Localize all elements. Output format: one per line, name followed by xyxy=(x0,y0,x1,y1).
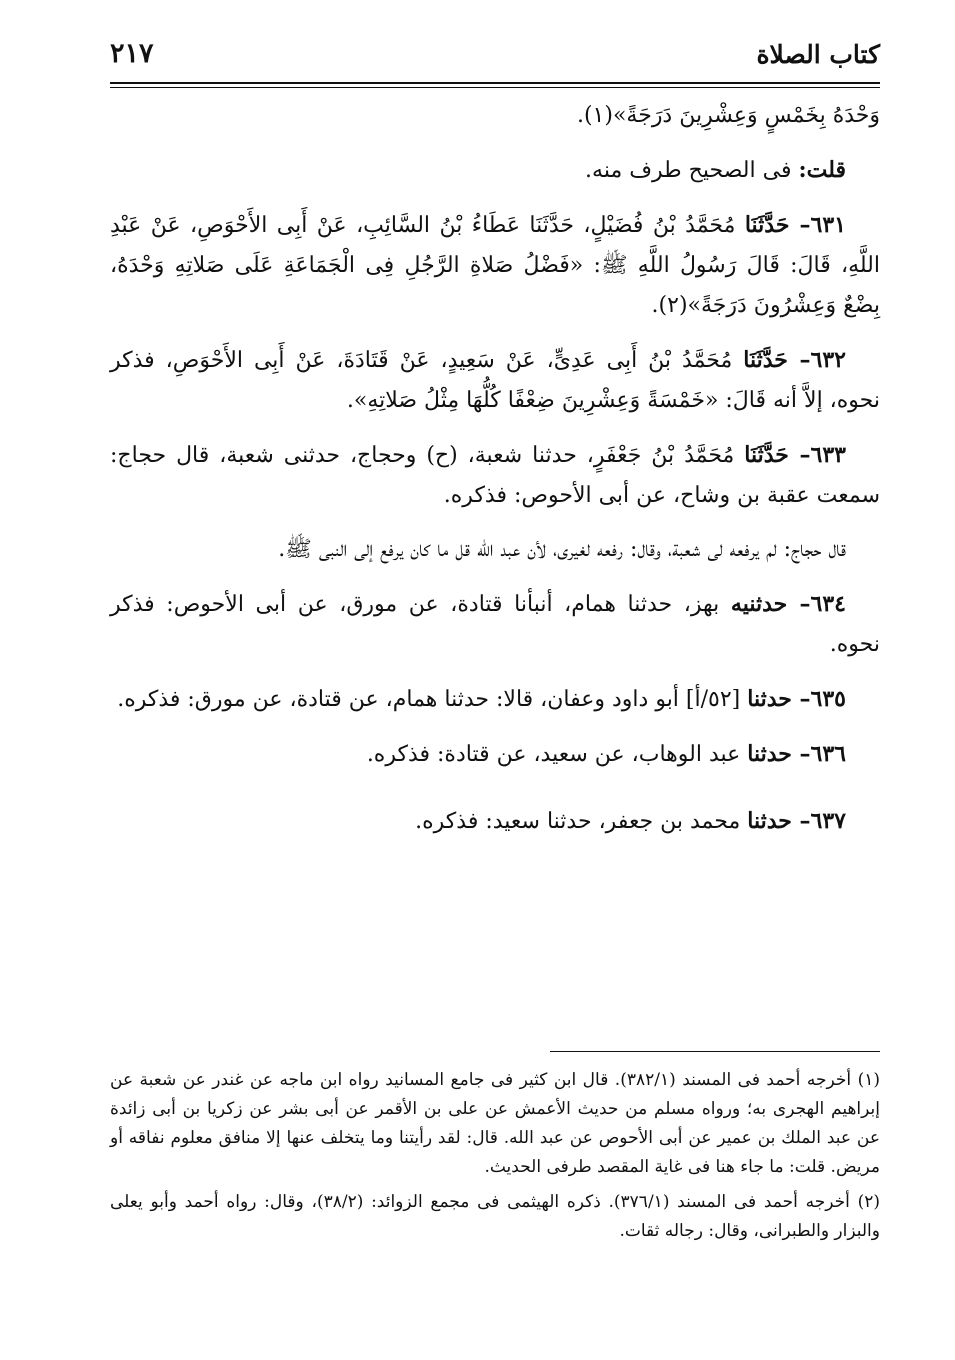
paragraph-text: مُحَمَّدُ بْنُ أَبِى عَدِىٍّ، عَنْ سَعِيدٍ، عَنْ قَتَادَةَ، عَنْ أَبِى الأَحْوَصِ، فذكر نحوه، إلاَّ أنه قَالَ: «خَمْسَةً وَعِشْرِينَ ضِعْفًا كُلُّهَا مِثْلُ صَلاتِهِ». xyxy=(110,348,880,413)
paragraph-continuation xyxy=(110,96,880,136)
hadith-number: ٦٣١– حَدَّثَنَا xyxy=(744,212,846,238)
paragraph-comment xyxy=(110,530,880,570)
running-title: كتاب الصلاة xyxy=(756,40,880,69)
paragraph-text: محمد بن جعفر، حدثنا سعيد: فذكره. xyxy=(415,809,741,834)
paragraph-text: وَحْدَهُ بِخَمْسٍ وَعِشْرِينَ دَرَجَةً»(١). xyxy=(576,103,880,128)
footnote-text: أخرجه أحمد فى المسند (٣٨٢/١). قال ابن كثير فى جامع المسانيد رواه ابن ماجه عن غندر عن شعبة عن إبراهيم الهجرى به؛ ورواه مسلم من حديث الأعمش عن على بن الأقمر عن أبى بشر عن زكريا بن أبى زائدة عن عبد الملك بن عمير عن أبى الأحوص عن عبد الله. قال: لقد رأيتنا وما يتخلف عنها إلا منافق معلوم نفاقه أو مريض. قلت: ما جاء هنا فى غاية المقصد طرفى الحديث. xyxy=(110,1070,880,1177)
hadith-632 xyxy=(110,340,880,421)
paragraph-text: [٥٢/أ] أبو داود وعفان، قالا: حدثنا همام، عن قتادة، عن مورق: فذكره. xyxy=(117,687,741,712)
footnote-text: أخرجه أحمد فى المسند (٣٧٦/١). ذكره الهيثمى فى مجمع الزوائد: (٣٨/٢)، وقال: رواه أحمد وأبو يعلى والبزار والطبرانى، وقال: رجاله ثقات. xyxy=(110,1192,880,1241)
header-rule-thick xyxy=(110,82,880,84)
paragraph-note xyxy=(110,150,880,191)
hadith-634 xyxy=(110,584,880,665)
hadith-number: ٦٣٤– حدثنيه xyxy=(730,591,846,617)
hadith-number: ٦٣٦– حدثنا xyxy=(747,741,846,767)
hadith-631 xyxy=(110,205,880,326)
hadith-633 xyxy=(110,435,880,516)
hadith-number: ٦٣٧– حدثنا xyxy=(747,808,846,834)
footnote-1 xyxy=(110,1066,880,1182)
main-text xyxy=(110,96,880,856)
hadith-635 xyxy=(110,679,880,720)
page-header xyxy=(110,30,880,82)
paragraph-text: مُحَمَّدُ بْنُ فُضَيْلٍ، حَدَّثَنَا عَطَاءُ بْنُ السَّائِبِ، عَنْ أَبِى الأَحْوَصِ، عَنْ عَبْدِ اللَّهِ، قَالَ: قَالَ رَسُولُ اللَّهِ ﷺ: «فَضْلُ صَلاةِ الرَّجُلِ فِى الْجَمَاعَةِ عَلَى صَلاتِهِ وَحْدَهُ، بِضْعٌ وَعِشْرُونَ دَرَجَةً»(٢). xyxy=(110,213,880,318)
paragraph-text: مُحَمَّدُ بْنُ جَعْفَرٍ، حدثنا شعبة، (ح) وحجاج، حدثنى شعبة، قال حجاج: سمعت عقبة بن وشاح، عن أبى الأحوص: فذكره. xyxy=(110,443,880,508)
header-rule-thin xyxy=(110,87,880,88)
footnote-mark: (٢) xyxy=(857,1192,880,1212)
note-lead: قلت: xyxy=(798,157,846,183)
footnote-2 xyxy=(110,1188,880,1246)
hadith-number: ٦٣٣– حَدَّثَنَا xyxy=(744,442,846,468)
hadith-637 xyxy=(110,801,880,842)
page-number: ٢١٧ xyxy=(110,38,154,69)
paragraph-text: فى الصحيح طرف منه. xyxy=(585,158,792,183)
footnote-separator xyxy=(550,1051,880,1052)
hadith-number: ٦٣٢– حَدَّثَنَا xyxy=(743,347,846,373)
footnotes xyxy=(110,1066,880,1252)
paragraph-text: بهز، حدثنا همام، أنبأنا قتادة، عن مورق، عن أبى الأحوص: فذكر نحوه. xyxy=(110,592,880,657)
footnote-mark: (١) xyxy=(857,1070,881,1090)
paragraph-text: قال حجاج: لم يرفعه لى شعبة، وقال: رفعه لغيرى، لأن عبد الله قل ما كان يرفع إلى النبى ﷺ. xyxy=(278,537,846,562)
hadith-number: ٦٣٥– حدثنا xyxy=(747,686,846,712)
page xyxy=(110,30,880,1340)
paragraph-text: عبد الوهاب، عن سعيد، عن قتادة: فذكره. xyxy=(366,742,741,767)
hadith-636 xyxy=(110,734,880,775)
